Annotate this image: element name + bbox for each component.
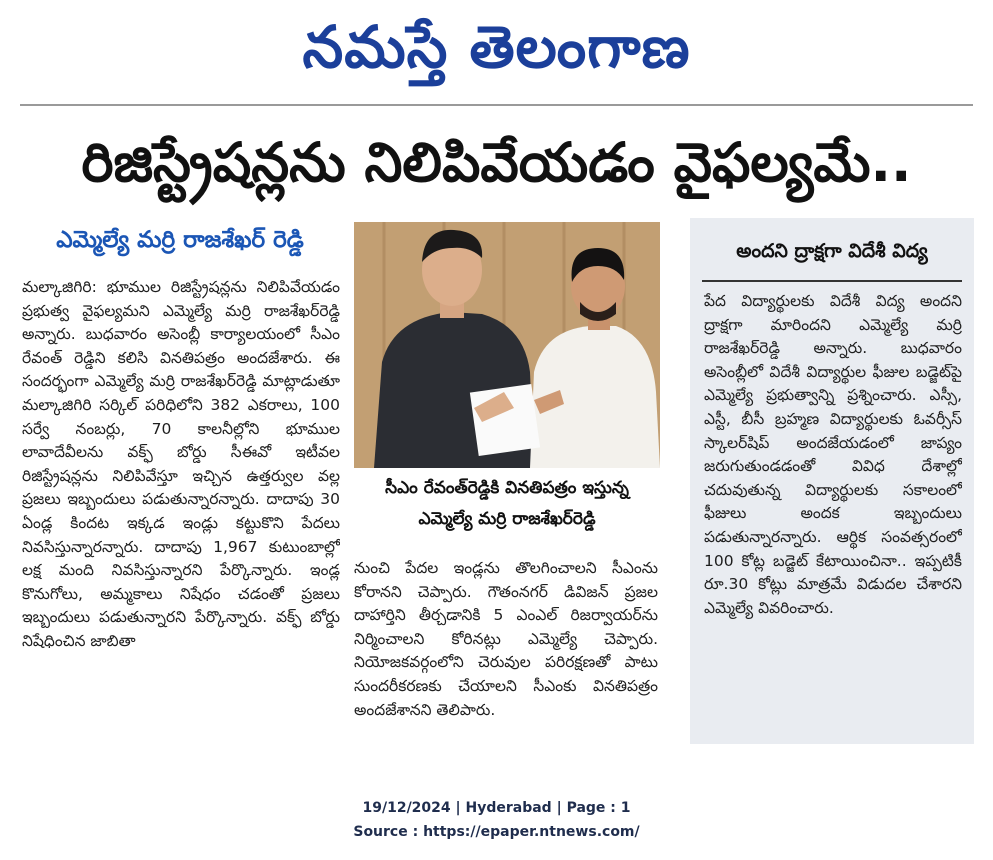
article-byline: ఎమ్మెల్యే మర్రి రాజశేఖర్ రెడ్డి xyxy=(56,227,304,253)
footer-source-line: Source : https://epaper.ntnews.com/ xyxy=(353,824,640,840)
article-column-1: మల్కాజిగిరి: భూముల రిజిస్ట్రేషన్లను నిలిపివేయడం ప్రభుత్వ వైఫల్యమని ఎమ్మెల్యే మర్రి రాజశేఖర్‌రెడ్డి అన్నారు. బుధవారం అసెంబ్లీ కార్యాలయంలో సీఎం రేవంత్ రెడ్డిని కలిసి వినతిపత్రం అందజేశారు. ఈ సందర్భంగా ఎమ్మెల్యే మర్రి రాజశేఖర్‌రెడ్డి మాట్లాడుతూ మల్కాజిగిరి సర్కిల్ పరిధిలోని 382 ఎకరాలు, 100 సర్వే నంబర్లు, 70 కాలనీల్లోని భూముల లావాదేవీలను వక్ఫ్ బోర్డు సీఈవో ఇటీవల రిజిస్ట్రేషన్లను నిలిపివేస్తూ ఇచ్చిన ఉత్తర్వుల వల్ల ప్రజలు ఇబ్బందులు పడుతున్నారన్నారు. దాదాపు 30 ఏండ్ల కిందట ఇక్కడ ఇండ్లు కట్టుకొని పేదలు నివసిస్తున్నారన్నారు. దాదాపు 1,967 కుటుంబాల్లో లక్ష మంది నివసిస్తున్నారని పేర్కొన్నారు. ఇండ్ల కొనుగోలు, అమ్మకాలు నిషేధం చడంతో ప్రజలు ఇబ్బందులు పడుతున్నారని పేర్కొన్నారు. వక్ఫ్ బోర్డు నిషేధించిన జాబితా xyxy=(22,278,340,650)
photo-illustration xyxy=(354,222,660,468)
footer-date-line: 19/12/2024 | Hyderabad | Page : 1 xyxy=(362,800,631,816)
photo-caption xyxy=(354,473,660,545)
sidebar-body: పేద విద్యార్థులకు విదేశీ విద్య అందని ద్రాక్షగా మారిందని ఎమ్మెల్యే మర్రి రాజశేఖర్‌రెడ్డి అన్నారు. బుధవారం అసెంబ్లీలో విదేశీ విద్యార్థుల ఫీజుల బడ్జెట్‌పై ఎమ్మెల్యే ప్రభుత్వాన్ని ప్రశ్నించారు. ఎస్సీ, ఎస్టీ, బీసీ బ్రహ్మణ విద్యార్థులకు ఓవర్సీస్ స్కాలర్‌షిప్ అందజేయడంలో జాప్యం జరుగుతుండడంతో వివిధ దేశాల్లో చదువుతున్న విద్యార్థులకు సకాలంలో ఫీజులు అందక ఇబ్బందులు పడుతున్నారన్నారు. ఆర్థిక సంవత్సరంలో 100 కోట్ల బడ్జెట్ కేటాయించినా.. ఇప్పటికీ రూ.30 కోట్లు మాత్రమే విడుదల చేశారని ఎమ్మెల్యే వివరించారు. xyxy=(704,292,962,617)
page-footer xyxy=(0,796,993,844)
article-photo xyxy=(354,222,660,468)
newspaper-masthead: నమస్తే తెలంగాణ xyxy=(302,13,691,81)
photo-caption-line-1: సీఎం రేవంత్‌రెడ్డికి వినతిపత్రం ఇస్తున్న xyxy=(385,478,629,498)
sidebar-box xyxy=(690,218,974,744)
masthead-divider xyxy=(20,104,973,106)
sidebar-title: అందని ద్రాక్షగా విదేశీ విద్య xyxy=(736,240,928,262)
sidebar-divider xyxy=(702,280,962,282)
article-headline: రిజిస్ట్రేషన్లను నిలిపివేయడం వైఫల్యమే.. xyxy=(81,131,912,194)
article-column-2: నుంచి పేదల ఇండ్లను తొలగించాలని సీఎంను కోరానని చెప్పారు. గౌతంనగర్ డివిజన్ ప్రజల దాహార్తిని తీర్చడానికి 5 ఎంఎల్ రిజర్వాయర్‌ను నిర్మించాలని కోరినట్లు ఎమ్మెల్యే చెప్పారు. నియోజకవర్గంలోని చెరువుల పరిరక్షణతో పాటు సుందరీకరణకు చేయాలని సీఎంకు వినతిపత్రం అందజేశానని తెలిపారు. xyxy=(354,559,658,719)
photo-caption-line-2: ఎమ్మెల్యే మర్రి రాజశేఖర్‌రెడ్డి xyxy=(418,509,596,529)
